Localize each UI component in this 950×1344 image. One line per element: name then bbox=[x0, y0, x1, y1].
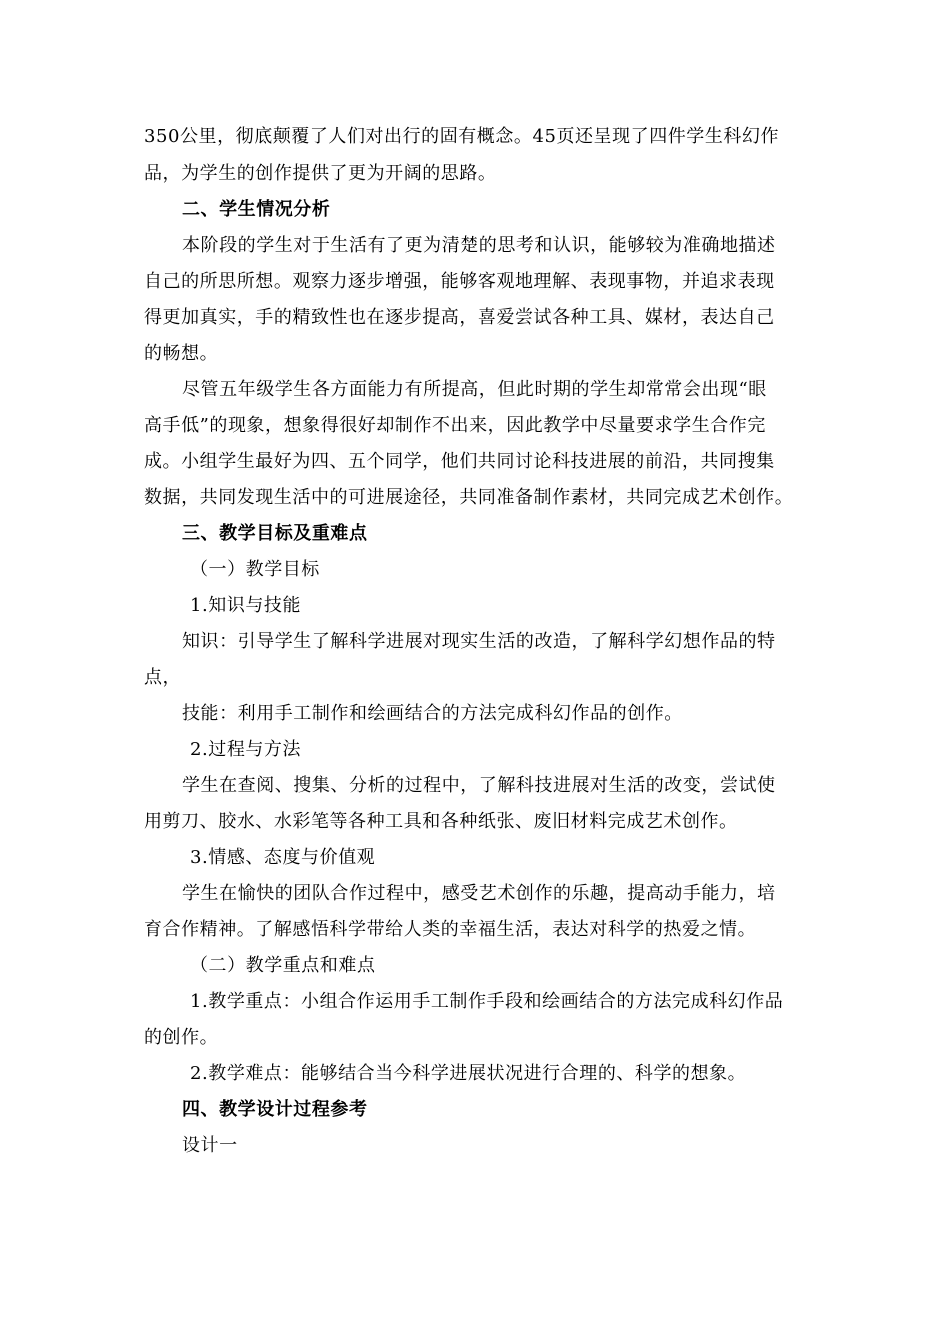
item-heading: 2.过程与方法 bbox=[190, 739, 302, 760]
item-heading: 1.教学重点：小组合作运用手工制作手段和绘画结合的方法完成科幻作品 bbox=[190, 991, 784, 1012]
paragraph-line: 自己的所思所想。观察力逐步增强，能够客观地理解、表现事物，并追求表现 bbox=[144, 271, 775, 292]
subsection-heading: （一）教学目标 bbox=[190, 559, 320, 580]
paragraph-line: 数据，共同发现生活中的可进展途径，共同准备制作素材，共同完成艺术创作。 bbox=[144, 487, 794, 508]
paragraph-line: 育合作精神。了解感悟科学带给人类的幸福生活，表达对科学的热爱之情。 bbox=[144, 919, 757, 940]
paragraph-line: 用剪刀、胶水、水彩笔等各种工具和各种纸张、废旧材料完成艺术创作。 bbox=[144, 811, 738, 832]
paragraph-line: 点， bbox=[144, 667, 182, 688]
paragraph-line: 学生在愉快的团队合作过程中，感受艺术创作的乐趣，提高动手能力，培 bbox=[182, 883, 776, 904]
paragraph-line: 得更加真实，手的精致性也在逐步提高，喜爱尝试各种工具、媒材，表达自己 bbox=[144, 307, 775, 328]
paragraph-line: 技能：利用手工制作和绘画结合的方法完成科幻作品的创作。 bbox=[182, 703, 683, 724]
paragraph-line: 设计一 bbox=[182, 1135, 238, 1156]
paragraph-line: 学生在查阅、搜集、分析的过程中，了解科技进展对生活的改变，尝试使 bbox=[182, 775, 776, 796]
paragraph-line: 知识：引导学生了解科学进展对现实生活的改造，了解科学幻想作品的特 bbox=[182, 631, 776, 652]
item-heading: 2.教学难点：能够结合当今科学进展状况进行合理的、科学的想象。 bbox=[190, 1063, 747, 1084]
item-heading: 3.情感、态度与价值观 bbox=[190, 847, 376, 868]
paragraph-line: 的畅想。 bbox=[144, 343, 219, 364]
item-heading: 1.知识与技能 bbox=[190, 595, 302, 616]
section-heading-teaching-goals: 三、教学目标及重难点 bbox=[182, 523, 368, 544]
paragraph-line: 350公里，彻底颠覆了人们对出行的固有概念。45页还呈现了四件学生科幻作 bbox=[144, 126, 780, 147]
section-heading-design-process: 四、教学设计过程参考 bbox=[182, 1099, 368, 1120]
paragraph-line: 成。小组学生最好为四、五个同学，他们共同讨论科技进展的前沿，共同搜集 bbox=[144, 451, 775, 472]
paragraph-line: 本阶段的学生对于生活有了更为清楚的思考和认识，能够较为准确地描述 bbox=[182, 235, 776, 256]
subsection-heading: （二）教学重点和难点 bbox=[190, 955, 376, 976]
paragraph-line: 品，为学生的创作提供了更为开阔的思路。 bbox=[144, 163, 497, 184]
section-heading-student-analysis: 二、学生情况分析 bbox=[182, 199, 331, 220]
paragraph-line: 的创作。 bbox=[144, 1027, 219, 1048]
paragraph-line: 高手低”的现象，想象得很好却制作不出来，因此教学中尽量要求学生合作完 bbox=[144, 415, 766, 436]
paragraph-line: 尽管五年级学生各方面能力有所提高，但此时期的学生却常常会出现“眼 bbox=[182, 379, 767, 400]
